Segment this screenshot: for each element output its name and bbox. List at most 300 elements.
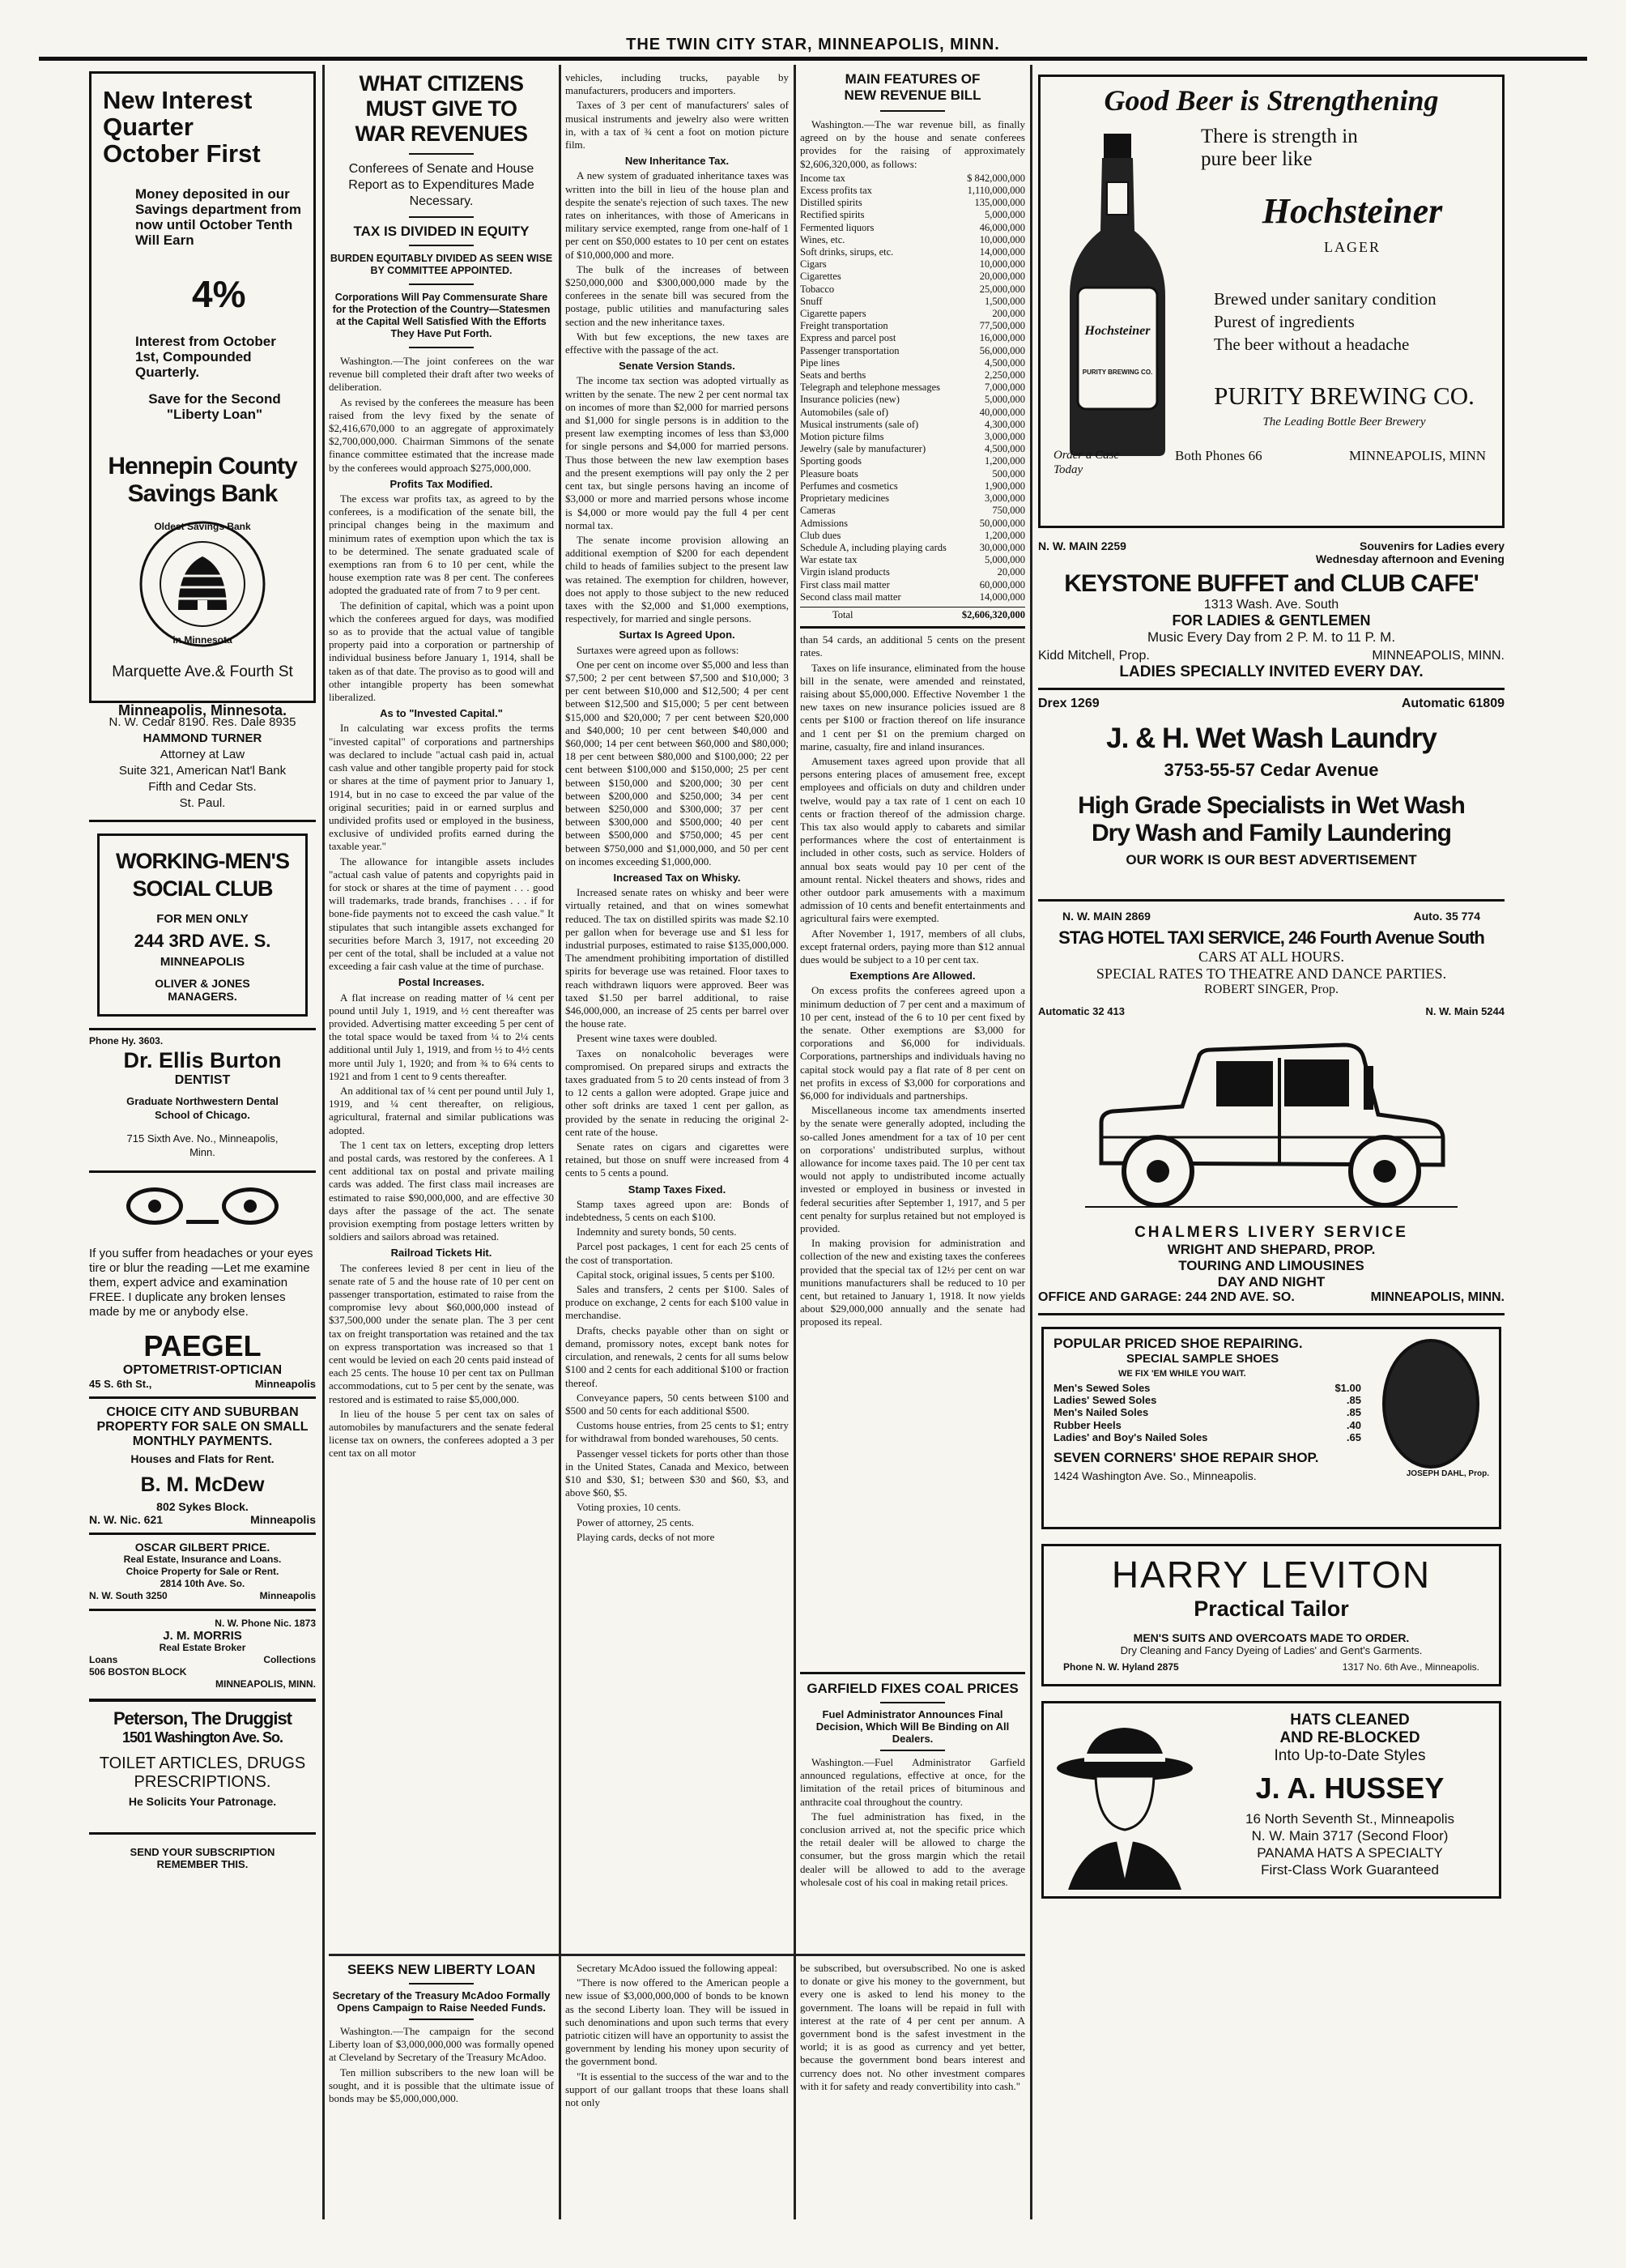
bank-seal-top: Oldest Savings Bank — [154, 521, 251, 532]
shoemaker-portrait — [1382, 1339, 1479, 1469]
taxi-phone: Automatic 32 413 — [1038, 1005, 1125, 1017]
beer-tagline: The Leading Bottle Beer Brewery — [1262, 416, 1426, 428]
column-divider — [559, 65, 561, 2219]
paragraph: Taxes on nonalcoholic beverages were compromised. On prepared sirups and extracts the taxes graduated from 5 to 20 cents instead of from 3 to 12 cents a gallon were adopted. Grape juice and other soft drinks are taxed 1 cent per gallon, as provided by the senate in reducing the original 2-cent rate of the house. — [565, 1047, 789, 1138]
revenue-row — [800, 369, 1025, 382]
mcdew-ad — [89, 1396, 316, 1526]
shoe-price-row — [1053, 1394, 1361, 1406]
bank-terms: Interest from October 1st, Compounded Quarterly. — [135, 334, 276, 380]
war-deck: BURDEN EQUITABLY DIVIDED AS SEEN WISE BY COMMITTEE APPOINTED. — [330, 253, 553, 276]
revenue-amount: 3,000,000 — [985, 492, 1025, 505]
hats-name: J. A. HUSSEY — [1255, 1771, 1445, 1805]
paragraph: The income tax section was adopted virtually as written by the senate. The new 2 per cent normal tax on incomes of more than $2,000 for married persons and $1,000 for single persons is in addition to the present law exempting incomes of less than $3,000 for single persons and $4,000 for married persons. Thus those between the new law exemption bases and the present exemptions will pay only the 2 per cent tax, but single persons having an income of $3,000 or more and married persons whose income is $4,000 or more would pay the full 4 per cent normal tax. — [565, 374, 789, 531]
revenue-item: Admissions — [800, 517, 849, 529]
price-contact — [89, 1590, 316, 1602]
revenue-item: Proprietary medicines — [800, 492, 890, 505]
beer-features — [1214, 288, 1497, 356]
optician-ad — [89, 1170, 316, 1390]
tailor-line: MEN'S SUITS AND OVERCOATS MADE TO ORDER. — [1133, 1631, 1410, 1644]
beer-feature: Purest of ingredients — [1214, 312, 1355, 331]
mcdew-sub: Houses and Flats for Rent. — [130, 1452, 275, 1465]
paragraph: An additional tax of ¼ cent per pound until July 1, 1919, and ¼ cent thereafter, on religious, agricultural, fraternal and similar publications was adopted. — [329, 1084, 554, 1136]
paragraph: The senate income provision allowing an additional exemption of $200 for each dependent child to heads of families subject to the present law was retained. The exemption for children, however, does not apply to those subject to the new reduced taxes with the $2,000 and $1,000 exemptions, respectively, for married and single persons. — [565, 533, 789, 625]
revenue-item: Wines, etc. — [800, 233, 845, 245]
paragraph: Miscellaneous income tax amendments inserted by the senate were generally adopted, including the so-called Jones amendment for a tax of 10 per cent on corporations' undistributed surplus, without allowance for income taxes paid. The 10 per cent tax would not apply to undistributed income actually invested or employed in business or invested in federal securities after September 1, 1917, and 5 per cent penalty for surplus retained but not employed is provided. — [800, 1104, 1025, 1235]
laundry-ad — [1038, 690, 1505, 902]
paragraph: Voting proxies, 10 cents. — [577, 1501, 681, 1514]
keystone-ad — [1038, 539, 1505, 690]
paragraph: Washington.—The war revenue bill, as finally agreed on by the house and senate conferees provides for the raising of approximately $2,606,320,000, as follows: — [800, 118, 1025, 170]
price-ad — [89, 1533, 316, 1602]
hat-man-illustration — [1052, 1720, 1198, 1890]
morris-ad — [89, 1609, 316, 1690]
paragraph: As revised by the conferees the measure has been raised from the levy fixed by the senate of $2,416,670,000 to an aggregate of approximately $2,700,000,000. Chairman Simmons of the senate finance committee estimated that the increase made by the conferees would approach $275,000,000. — [329, 395, 554, 474]
laundry-line: Dry Wash and Family Laundering — [1092, 820, 1451, 846]
revenue-amount: 25,000,000 — [979, 283, 1025, 295]
peterson-solicit: He Solicits Your Patronage. — [128, 1795, 277, 1808]
shoe-price: .85 — [1346, 1406, 1361, 1419]
masthead-rule — [39, 57, 1587, 61]
shoe-price-row — [1053, 1406, 1361, 1418]
hats-header — [1206, 1712, 1494, 1765]
shoes-fix: WE FIX 'EM WHILE YOU WAIT. — [1118, 1369, 1246, 1379]
revenue-item: Club dues — [800, 529, 841, 541]
liberty-loan-column-2 — [565, 1962, 789, 2221]
coal-headline: GARFIELD FIXES COAL PRICES — [807, 1681, 1019, 1696]
revenue-item: Seats and berths — [800, 369, 866, 382]
paragraph: Capital stock, original issues, 5 cents per $100. — [577, 1268, 775, 1281]
coal-body — [800, 1756, 1025, 1889]
revenue-row — [800, 566, 1025, 578]
beer-company: PURITY BREWING CO. — [1214, 382, 1475, 410]
revenue-amount: 77,500,000 — [979, 320, 1025, 332]
morris-title: Real Estate Broker — [159, 1642, 246, 1653]
beer-phones: Both Phones 66 — [1175, 448, 1262, 463]
rule — [880, 110, 945, 112]
revenue-total — [800, 609, 1025, 621]
revenue-headline-line: NEW REVENUE BILL — [844, 87, 981, 103]
spectacles-bridge — [186, 1220, 219, 1224]
price-phone: N. W. South 3250 — [89, 1590, 168, 1601]
paragraph: Drafts, checks payable other than on sight or demand, promissory notes, except bank notes for circulation, and renewals, 2 cents for all sums below $100 and 2 cents for each additional $100 or fraction thereof. — [565, 1324, 789, 1389]
revenue-item: Passenger transportation — [800, 344, 900, 356]
loan-deck: Secretary of the Treasury McAdoo Formally Opens Campaign to Raise Needed Funds. — [332, 1989, 551, 2014]
taxi-ad — [1038, 902, 1505, 1315]
tailor-address: 1317 No. 6th Ave., Minneapolis. — [1342, 1661, 1479, 1673]
revenue-amount: 1,110,000,000 — [967, 185, 1025, 197]
price-name: OSCAR GILBERT PRICE. — [134, 1541, 270, 1554]
paragraph: Washington.—The joint conferees on the war revenue bill completed their draft after two weeks of deliberation. — [329, 355, 554, 394]
revenue-amount: 1,500,000 — [985, 295, 1025, 307]
liberty-loan-column-1 — [329, 1962, 554, 2221]
taxi-phone: Auto. 35 774 — [1413, 910, 1480, 923]
war-headline-line: MUST GIVE TO — [365, 96, 517, 121]
revenue-row — [800, 382, 1025, 394]
masthead: THE TWIN CITY STAR, MINNEAPOLIS, MINN. — [626, 36, 1000, 53]
revenue-amount: 2,250,000 — [985, 369, 1025, 382]
keystone-name: KEYSTONE BUFFET and CLUB CAFE' — [1064, 570, 1479, 597]
club-managers: OLIVER & JONES — [155, 977, 250, 990]
club-city: MINNEAPOLIS — [160, 955, 245, 969]
keystone-address: 1313 Wash. Ave. South — [1203, 598, 1339, 612]
column-divider — [322, 65, 325, 2219]
keystone-music: Music Every Day from 2 P. M. to 11 P. M. — [1147, 629, 1396, 645]
revenue-amount: 4,500,000 — [985, 443, 1025, 455]
tailor-phone: Phone N. W. Hyland 2875 — [1063, 1661, 1179, 1673]
shoe-price-row — [1053, 1382, 1361, 1394]
liberty-loan-column-3 — [800, 1962, 1025, 2221]
laundry-phones — [1038, 697, 1505, 711]
price-line: 2814 10th Ave. So. — [160, 1578, 245, 1589]
paragraph: The 1 cent tax on letters, excepting drop letters and postal cards, was restored by the conferees. A 1 cent additional tax on postal and private mailing cards was added. The first class mail increases are estimated to raise $90,000,000, and are effective 30 days after the passage of the act. The senate provision exempting from postage letters written by soldiers and sailors abroad was retained. — [329, 1138, 554, 1243]
mcdew-phone: N. W. Nic. 621 — [89, 1513, 164, 1526]
revenue-row — [800, 419, 1025, 431]
revenue-amount: 1,200,000 — [985, 529, 1025, 541]
bank-ad — [89, 71, 316, 718]
paragraph: A new system of graduated inheritance taxes was written into the bill in lieu of the house plan and despite the senate's rejection of such taxes. The new rates on inheritances, with those of Americans in military service exempted, range from one-half of 1 per cent on $50,000 estates to 10 per cent on estates of $10,000,000 and more. — [565, 169, 789, 261]
revenue-row — [800, 320, 1025, 332]
revenue-item: War estate tax — [800, 554, 858, 566]
subhead: Stamp Taxes Fixed. — [628, 1183, 726, 1196]
liberty-loan-rule — [329, 1954, 1025, 1956]
peterson-name: Peterson, The Druggist — [113, 1708, 292, 1729]
paragraph: Passenger vessel tickets for ports other than those in the United States, Canada and Mexico, between $10 and $30, $1; between $30 and $60, $3, and above $60, $5. — [565, 1447, 789, 1499]
war-headline-line: WAR REVENUES — [355, 122, 528, 146]
revenue-amount: 14,000,000 — [979, 246, 1025, 258]
paragraph: After November 1, 1917, members of all clubs, except fraternal orders, paying more than $12 annual dues would be subject to a 10 per cent tax. — [800, 927, 1025, 966]
beer-order-line: Order a Case — [1053, 449, 1120, 462]
paragraph: On excess profits the conferees agreed upon a minimum deduction of 7 per cent and a maximum of 10 per cent, instead of the 6 to 10 per cent fixed by the senate. Other exemptions are $3,000 for corporations and $6,000 for individuals. Corporations, partnerships and individuals having no capital stock would pay a flat rate of 8 per cent on net profits in excess of $3,000 for corporations and $6,000 for individuals and partnerships. — [800, 984, 1025, 1102]
mcdew-headline: CHOICE CITY AND SUBURBAN PROPERTY FOR SALE ON SMALL MONTHLY PAYMENTS. — [96, 1405, 309, 1448]
subhead: New Inheritance Tax. — [624, 155, 730, 168]
shoe-price-row — [1053, 1419, 1361, 1431]
attorney-address: St. Paul. — [179, 796, 226, 810]
shoes-prop: JOSEPH DAHL, Prop. — [1406, 1469, 1489, 1479]
peterson-address: 1501 Washington Ave. So. — [121, 1729, 283, 1746]
dentist-title: DENTIST — [174, 1073, 231, 1087]
revenue-row — [800, 284, 1025, 296]
dentist-phone: Phone Hy. 3603. — [89, 1035, 164, 1047]
rule — [409, 216, 474, 218]
bank-name-line: Hennepin County — [108, 453, 297, 480]
club-name-line: SOCIAL CLUB — [132, 876, 273, 901]
bank-headline — [103, 87, 302, 167]
revenue-row — [800, 271, 1025, 283]
revenue-amount: 56,000,000 — [979, 344, 1025, 356]
paragraph: In making provision for administration and collection of the new and existing taxes the conferees provided that the special tax of 12½ per cent on war munitions manufacturers shall be reduced to 10 per cent, but retained to January 1, 1918. It now yields about $29,000,000 annually and the senate had proposed its repeal. — [800, 1237, 1025, 1328]
shoe-price-row — [1053, 1431, 1361, 1443]
revenue-total-amount: $2,606,320,000 — [961, 608, 1025, 620]
paragraph: Conveyance papers, 50 cents between $100 and $500 and 50 cents for each additional $500. — [565, 1391, 789, 1417]
revenue-item: First class mail matter — [800, 578, 890, 590]
revenue-amount: 5,000,000 — [985, 209, 1025, 221]
paragraph: With but few exceptions, the new taxes are effective with the passage of the act. — [565, 330, 789, 356]
shoe-price: .40 — [1346, 1418, 1361, 1431]
revenue-amount: 3,000,000 — [985, 431, 1025, 443]
revenue-continued — [800, 633, 1025, 1329]
revenue-item: Cameras — [800, 505, 836, 517]
mcdew-address: 802 Sykes Block. — [156, 1500, 249, 1513]
revenue-item: Jewelry (sale by manufacturer) — [800, 443, 926, 455]
revenue-row — [800, 554, 1025, 566]
revenue-amount: 46,000,000 — [979, 221, 1025, 233]
revenue-row — [800, 357, 1025, 369]
revenue-amount: 200,000 — [992, 308, 1025, 320]
shoe-service: Ladies' Sewed Soles — [1053, 1394, 1157, 1407]
dentist-address: 715 Sixth Ave. No., Minneapolis, Minn. — [126, 1132, 279, 1158]
paragraph: The excess war profits tax, as agreed to by the conferees, is a modification of the senate bill, the principal changes being in the maximum and minimum rates of exemption upon which the tax is to be determined. The senate graduated scale of exemptions ran from 6 to 10 per cent, while the house exemption rate was 8 per cent. The conferees adopted the graduated rate of from 7 to 9 per cent. — [329, 492, 554, 597]
shoes-address: 1424 Washington Ave. So., Minneapolis. — [1053, 1469, 1257, 1483]
keystone-phone: N. W. MAIN 2259 — [1038, 539, 1126, 552]
club-name-line: WORKING-MEN'S — [116, 849, 289, 873]
tailor-line: Dry Cleaning and Fancy Dyeing of Ladies' and Gent's Garments. — [1120, 1644, 1423, 1656]
hats-address: 16 North Seventh St., Minneapolis — [1245, 1811, 1454, 1827]
revenue-item: Freight transportation — [800, 320, 888, 332]
revenue-row — [800, 492, 1025, 505]
mcdew-contact — [89, 1513, 316, 1526]
revenue-amount: 40,000,000 — [979, 406, 1025, 418]
paragraph: than 54 cards, an additional 5 cents on the present rates. — [800, 633, 1025, 659]
bank-headline-line: Quarter — [103, 113, 194, 141]
war-revenues-column — [329, 71, 554, 1957]
revenue-item: Motion picture films — [800, 431, 884, 443]
shoe-repair-ad — [1041, 1327, 1501, 1529]
revenue-item: Distilled spirits — [800, 197, 862, 209]
beer-headline: Good Beer is Strengthening — [1104, 84, 1439, 117]
revenue-item: Second class mail matter — [800, 590, 901, 603]
revenue-row — [800, 455, 1025, 467]
attorney-name: HAMMOND TURNER — [143, 731, 262, 745]
bank-copy: Money deposited in our Savings department from now until October Tenth Will Earn — [135, 186, 301, 248]
paragraph: Washington.—The campaign for the second Liberty loan of $3,000,000,000 was formally opened at Cleveland by Secretary of the Treasury McAdoo. — [329, 2025, 554, 2064]
paragraph: Increased senate rates on whisky and beer were virtually retained, and that on wines somewhat reduced. The tax on distilled spirits was made $2.10 per gallon when for beverage use and $1 less for industrial purposes, estimated to raise $135,000,000. The amendment prohibiting importation of distilled spirits for beverage use was retained. Floor taxes to reach withdrawn liquors were approved. Beer was taxed $1.50 per barrel additional, to raise $46,000,000, an increase of 25 cents per barrel over the house rate. — [565, 886, 789, 1030]
subhead: Exemptions Are Allowed. — [849, 970, 976, 983]
subscription-line: REMEMBER THIS. — [156, 1858, 249, 1870]
tailor-bottom — [1050, 1656, 1492, 1678]
club-name — [104, 847, 300, 902]
revenue-row — [800, 407, 1025, 419]
shoes-shop: SEVEN CORNERS' SHOE REPAIR SHOP. — [1053, 1450, 1319, 1466]
keystone-souvenirs: Souvenirs for Ladies every — [1360, 539, 1505, 552]
bank-name-line: Savings Bank — [127, 480, 278, 507]
bank-address: Marquette Ave.& Fourth St — [112, 663, 293, 680]
rule — [880, 1702, 945, 1703]
revenue-item: Automobiles (sale of) — [800, 406, 889, 418]
column-divider — [1030, 65, 1032, 2219]
revenue-item: Schedule A, including playing cards — [800, 541, 947, 553]
shoes-price-table — [1053, 1382, 1361, 1443]
bank-name — [103, 453, 302, 508]
paragraph: Senate rates on cigars and cigarettes were retained, but those on snuff were increased from 4 cents to 5 cents a pound. — [565, 1140, 789, 1179]
paragraph: Playing cards, decks of not more — [577, 1530, 715, 1543]
revenue-row — [800, 308, 1025, 320]
bank-headline-line: New Interest — [103, 86, 253, 114]
morris-phone: N. W. Phone Nic. 1873 — [215, 1618, 316, 1629]
coal-article — [800, 1672, 1025, 1947]
taxi-phone: N. W. Main 5244 — [1425, 1005, 1505, 1017]
hats-ad — [1041, 1701, 1501, 1899]
taxi-name: STAG HOTEL TAXI SERVICE, 246 Fourth Avenue South — [1058, 927, 1484, 948]
revenue-row — [800, 579, 1025, 591]
revenue-row — [800, 443, 1025, 455]
keystone-city: MINNEAPOLIS, MINN. — [1372, 649, 1505, 663]
beer-order-line: Today — [1053, 463, 1083, 476]
taxi-phones — [1038, 910, 1505, 923]
hats-line: AND RE-BLOCKED — [1279, 1729, 1420, 1746]
left-ads-column — [89, 71, 316, 2226]
revenue-row — [800, 222, 1025, 234]
paragraph: One per cent on income over $5,000 and less than $7,500; 2 per cent between $7,500 and $10,000; 3 per cent between $10,000 and $12,500; 4 per cent between $12,500 and $15,000; 5 per cent between $15,000 and $20,000; 7 per cent between $20,000 and $40,000; 10 per cent between $40,000 and $60,000; 14 per cent between $60,000 and $80,000; 18 per cent between $80,000 and $100,000; 22 per cent between $100,000 and $150,000; 25 per cent between $150,000 and $200,000; 30 per cent between $200,000 and $250,000; 34 per cent between $250,000 and $300,000; 37 per cent between $300,000 and $500,000; 40 per cent between $500,000 and $750,000; 45 per cent between $750,000 and $1,000,000, and 50 per cent on incomes exceeding $1,000,000. — [565, 658, 789, 868]
paragraph: Power of attorney, 25 cents. — [577, 1516, 695, 1528]
shoes-headline: POPULAR PRICED SHOE REPAIRING. — [1053, 1336, 1303, 1351]
revenue-item: Snuff — [800, 295, 823, 307]
price-line: Real Estate, Insurance and Loans. — [123, 1554, 282, 1565]
livery-city: MINNEAPOLIS, MINN. — [1370, 1290, 1505, 1304]
car-icon — [1077, 1025, 1466, 1220]
morris-services — [89, 1654, 316, 1666]
rule — [409, 1983, 474, 1985]
revenue-headline-line: MAIN FEATURES OF — [845, 71, 981, 87]
paragraph: Ten million subscribers to the new loan will be sought, and it is possible that the ultimate issue of bonds may be $5,000,000,000. — [329, 2066, 554, 2105]
laundry-line: High Grade Specialists in Wet Wash — [1078, 792, 1465, 819]
limousine-illustration — [1038, 1025, 1505, 1224]
revenue-row — [800, 234, 1025, 246]
revenue-row — [800, 468, 1025, 480]
shoe-service: Rubber Heels — [1053, 1418, 1122, 1431]
rule — [800, 607, 1025, 608]
revenue-amount: 30,000,000 — [979, 541, 1025, 553]
revenue-item: Perfumes and cosmetics — [800, 480, 898, 492]
rule — [409, 245, 474, 246]
paragraph: Secretary McAdoo issued the following appeal: — [577, 1962, 778, 1974]
price-line: Choice Property for Sale or Rent. — [126, 1566, 279, 1577]
war-headline-line: WHAT CITIZENS — [359, 71, 524, 96]
dentist-school: Graduate Northwestern Dental School of Chicago. — [126, 1095, 279, 1121]
war-deck: TAX IS DIVIDED IN EQUITY — [353, 224, 530, 239]
revenue-amount: 10,000,000 — [979, 233, 1025, 245]
rule — [800, 626, 1025, 629]
rule — [880, 1750, 945, 1751]
revenue-row — [800, 258, 1025, 271]
taxi-line: SPECIAL RATES TO THEATRE AND DANCE PARTIES. — [1096, 966, 1447, 982]
beer-intro-line: There is strength in — [1201, 126, 1358, 147]
revenue-amount: 7,000,000 — [985, 382, 1025, 394]
revenue-item: Cigarette papers — [800, 308, 866, 320]
revenue-amount: 20,000,000 — [979, 271, 1025, 283]
subhead: Postal Increases. — [398, 976, 485, 989]
revenue-row — [800, 197, 1025, 209]
club-managers-title: MANAGERS. — [168, 990, 237, 1003]
hats-line: Into Up-to-Date Styles — [1274, 1747, 1426, 1764]
optician-location — [89, 1378, 316, 1390]
revenue-row — [800, 296, 1025, 308]
paragraph: In lieu of the house 5 per cent tax on sales of automobiles by manufacturers and the senate federal license tax on owners, the conferees adopted a 3 per cent tax on all motor — [329, 1407, 554, 1460]
revenue-item: Cigarettes — [800, 271, 841, 283]
revenue-amount: 50,000,000 — [979, 517, 1025, 529]
bank-seal — [138, 519, 267, 649]
revenue-headline — [800, 71, 1025, 104]
peterson-items: TOILET ARTICLES, DRUGS — [99, 1754, 306, 1772]
revenue-row — [800, 345, 1025, 357]
revenue-row — [800, 505, 1025, 517]
rule — [409, 153, 474, 155]
laundry-phone: Drex 1269 — [1038, 697, 1100, 710]
eye-icon — [222, 1187, 279, 1225]
taxi-phone: N. W. MAIN 2869 — [1062, 910, 1151, 923]
bank-save: Save for the Second "Liberty Loan" — [148, 391, 281, 422]
beer-intro — [1201, 126, 1492, 171]
beer-feature: The beer without a headache — [1214, 335, 1410, 354]
bank-seal-bottom: in Minnesota — [172, 634, 232, 646]
revenue-amount: 10,000,000 — [979, 258, 1025, 271]
revenue-item: Fermented liquors — [800, 221, 875, 233]
paragraph: Amusement taxes agreed upon provide that all persons entering places of amusement free, except employees and officials on duty and children under twelve, would pay a tax rate of 1 cent on each 10 cents or fraction thereof of the admission charge. This tax also would apply to cabarets and similar performances where the cost of entertainment is included in other costs, such as service. Holders of annual box seats would pay 10 per cent of the amount rental. Nickel theaters and shows, rides and other outdoor park amusements with a maximum admission of 10 cents and benefit entertainments and agricultural fairs were exempted. — [800, 754, 1025, 925]
revenue-amount: 1,900,000 — [985, 480, 1025, 492]
loan-body — [329, 2025, 554, 2105]
morris-city: MINNEAPOLIS, MINN. — [215, 1678, 316, 1690]
revenue-item: Musical instruments (sale of) — [800, 418, 919, 430]
peterson-ad — [89, 1699, 316, 1808]
war-revenues-continued-column — [565, 71, 789, 1957]
revenue-row — [800, 530, 1025, 542]
revenue-item: Cigars — [800, 258, 827, 271]
attorney-ad — [89, 703, 316, 822]
revenue-item: Virgin island products — [800, 566, 890, 578]
rule — [409, 2019, 474, 2020]
revenue-amount: 5,000,000 — [985, 554, 1025, 566]
eye-icon — [126, 1187, 183, 1225]
column-divider — [794, 65, 796, 2219]
war-article-continued — [565, 71, 789, 1544]
paragraph: The conferees levied 8 per cent in lieu of the senate rate of 5 and the house rate of 10 per cent on passenger transportation, estimated to raise from the compromise levy about $60,000,000 instead of $37,500,000 under the senate plan. The 3 per cent tax on freight transportation was retained and the tax on express transportation was increased so that 1 cent would be levied on each 20 cents paid instead of each 25 cents. The house 10 per cent tax on Pullman accommodations, cut to 5 per cent by the senate, was restored and is estimated to raise $5,000,000. — [329, 1261, 554, 1405]
morris-loans: Loans — [89, 1654, 118, 1665]
optician-title: OPTOMETRIST-OPTICIAN — [122, 1363, 283, 1377]
paragraph: "There is now offered to the American people a new issue of $3,000,000,000 of bonds to be known as the second Liberty loan. They will be issued in such denominations and upon such terms that every patriotic citizen will have an opportunity to assist the government by lending his money upon security of the government bond. — [565, 1976, 789, 2068]
paragraph: be subscribed, but oversubscribed. No one is asked to donate or give his money to the government, but every one is asked to lend his money to the government. The loans will be repaid in full with interest at the rate of 4 per cent per annum. A government bond is the safest investment in the world; it is as good as currency and yet better, because the government bond bears interest and currency does not. No other investment compares with it for safety and ready convertibility into cash." — [800, 1962, 1025, 2092]
laundry-phone: Automatic 61809 — [1401, 697, 1505, 710]
revenue-amount: 500,000 — [992, 467, 1025, 480]
paragraph: Present wine taxes were doubled. — [577, 1032, 717, 1045]
morris-address: 506 BOSTON BLOCK — [89, 1666, 187, 1678]
paragraph: Surtaxes were agreed upon as follows: — [577, 643, 739, 656]
optician-city: Minneapolis — [254, 1378, 316, 1390]
bottle-sub-label: PURITY BREWING CO. — [1082, 369, 1153, 376]
hats-special: PANAMA HATS A SPECIALTY — [1257, 1845, 1443, 1861]
revenue-item: Income tax — [800, 172, 845, 184]
revenue-row — [800, 431, 1025, 443]
optician-copy: If you suffer from headaches or your eyes tire or blur the reading —Let me examine them, expert advice and examination FREE. I duplicate any broken lenses made by me or anybody else. — [89, 1247, 313, 1319]
optician-name: PAEGEL — [143, 1329, 262, 1362]
paragraph: Stamp taxes agreed upon are: Bonds of indebtedness, 5 cents on each $100. — [565, 1197, 789, 1224]
keystone-bottom — [1038, 649, 1505, 663]
taxi-line: CARS AT ALL HOURS. — [1198, 949, 1345, 965]
subhead: Railroad Tickets Hit. — [390, 1247, 492, 1260]
keystone-ladies: LADIES SPECIALLY INVITED EVERY DAY. — [1119, 663, 1424, 680]
revenue-amount: 20,000 — [997, 566, 1025, 578]
paragraph: Sales and transfers, 2 cents per $100. Sales of produce on exchange, 2 cents for each $100 value in merchandise. — [565, 1283, 789, 1322]
war-deck: Corporations Will Pay Commensurate Share for the Protection of the Country—Statesmen at the Capital Well Satisfied With the Efforts They Have Put Forth. — [332, 292, 551, 339]
attorney-address: Suite 321, American Nat'l Bank — [118, 764, 287, 778]
shoe-service: Men's Nailed Soles — [1053, 1406, 1149, 1419]
revenue-amount: 750,000 — [992, 505, 1025, 517]
paragraph: The definition of capital, which was a point upon which the conferees argued for days, was modified so as to provide that the actual value of tangible property paid into a corporation or partnership of individual business before January 1, 1914, shall be taken as of that date. The proviso as to good will and other intangible property has been somewhat liberalized. — [329, 599, 554, 704]
bank-city: Minneapolis, Minnesota. — [117, 702, 287, 718]
revenue-amount: 5,000,000 — [985, 394, 1025, 406]
revenue-row — [800, 209, 1025, 221]
paragraph: The allowance for intangible assets includes "actual cash value of patents and copyrights paid in for stock or shares at the time of payment . . . good will trademarks, trade brands, franchises . . . if for bone-fide payments not to exceed the cash value." It stipulates that such intangible assets exchanged for securities before March 3, 1917, not exceeding 20 per cent of the total, shall be included at a value not exceeding a fair cash value at the time of purchase. — [329, 855, 554, 973]
paragraph: Parcel post packages, 1 cent for each 25 cents of the cost of transportation. — [565, 1240, 789, 1266]
hat-icon — [1052, 1720, 1198, 1890]
